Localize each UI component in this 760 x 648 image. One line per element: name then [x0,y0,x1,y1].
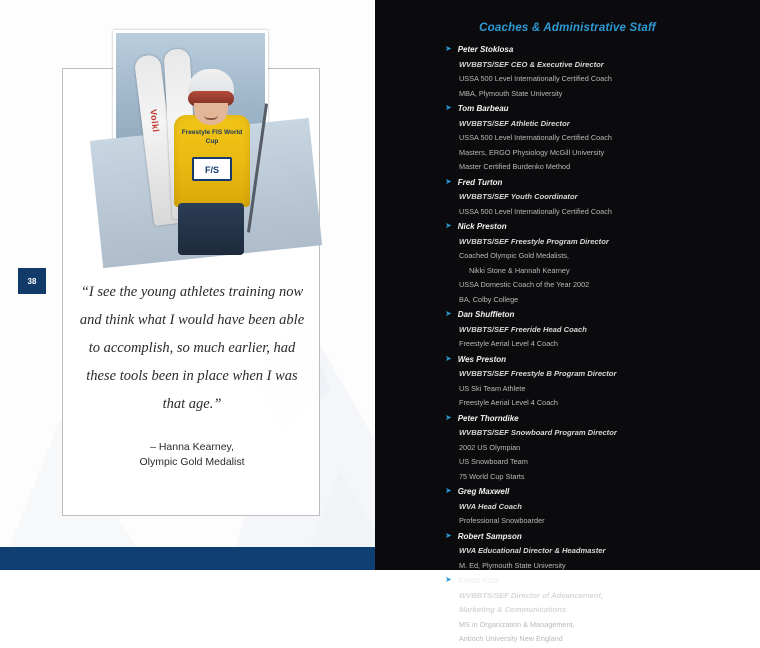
staff-entry [445,485,745,529]
staff-credential: Freestyle Aerial Level 4 Coach [459,398,558,407]
staff-credential: USSA 500 Level Internationally Certified Coach [459,206,612,216]
staff-role: WVBBTS/SEF Freestyle B Program Director [459,369,617,378]
left-page [0,0,375,570]
staff-name: Robert Sampson [457,531,522,541]
page-number: 38 [18,268,46,294]
staff-role: WVBBTS/SEF Snowboard Program Director [459,428,617,437]
staff-name: Wes Preston [457,354,507,364]
arrow-bullet-icon: ➤ [445,530,452,540]
staff-list [445,43,745,648]
staff-entry [445,308,745,352]
staff-name-row [445,220,745,235]
footer-bar [0,547,375,570]
staff-credential: 75 World Cup Starts [459,471,525,481]
staff-credential: Nikki Stone & Hannah Kearney [469,265,570,275]
staff-entry [445,412,745,485]
bib-label: F/S [204,165,219,175]
arrow-bullet-icon: ➤ [445,221,452,230]
staff-credential: MS in Organization & Management, [459,619,575,629]
staff-name-row [445,308,745,323]
ski-brand-label: Volkl [148,108,162,134]
staff-name: Krista Katz [457,576,500,585]
arrow-bullet-icon: ➤ [445,103,452,112]
staff-name-row [445,574,745,589]
arrow-bullet-icon: ➤ [445,353,452,363]
right-page [375,0,760,643]
pull-quote [74,278,310,470]
athlete-photo [113,30,268,250]
staff-credential: Masters, ERGO Physiology McGill University [459,147,605,157]
staff-credential: Coached Olympic Gold Medalists, [459,251,569,260]
staff-name: Fred Turton [457,177,503,187]
staff-credential: Master Certified Burdenko Method [459,162,571,171]
arrow-bullet-icon: ➤ [445,575,452,584]
staff-name: Peter Thorndike [457,413,519,423]
staff-entry [445,353,745,411]
staff-name: Peter Stoklosa [457,45,514,54]
staff-name-row [445,102,745,117]
staff-role: WVBBTS/SEF Freeride Head Coach [459,324,587,334]
staff-entry [445,102,745,175]
staff-name-row [445,176,745,191]
photo-pants [178,203,244,255]
staff-role: WVBBTS/SEF Director of Advancement, [459,590,604,600]
arrow-bullet-icon: ➤ [445,309,452,318]
staff-credential: Freestyle Aerial Level 4 Coach [459,339,558,348]
staff-role: WVBBTS/SEF CEO & Executive Director [459,59,604,69]
staff-entry [445,220,745,307]
staff-name-row [445,530,745,545]
staff-credential: BA, Colby College [459,294,519,304]
staff-credential: 2002 US Olympian [459,442,521,452]
staff-credential: US Ski Team Athlete [459,383,526,393]
staff-credential: USSA 500 Level Internationally Certified Coach [459,133,612,142]
staff-name: Greg Maxwell [457,487,510,496]
page-title: Coaches & Administrative Staff [479,22,656,34]
staff-entry [445,176,745,220]
staff-credential: Antioch University New England [459,634,563,643]
staff-entry [445,43,745,101]
staff-name: Nick Preston [457,222,507,231]
staff-credential: Professional Snowboarder [459,516,545,525]
staff-name: Dan Shuffleton [457,310,515,319]
staff-name-row [445,485,745,500]
staff-role: WVBBTS/SEF Athletic Director [459,118,570,128]
staff-entry [445,574,745,647]
staff-credential: MBA, Plymouth State University [459,88,563,98]
staff-credential: USSA 500 Level Internationally Certified Coach [459,74,612,83]
arrow-bullet-icon: ➤ [445,486,452,495]
staff-credential: M. Ed, Plymouth State University [459,560,566,570]
staff-credential: USSA Domestic Coach of the Year 2002 [459,280,590,289]
staff-name-row [445,412,745,427]
staff-name: Tom Barbeau [457,104,509,113]
staff-role: WVA Educational Director & Headmaster [459,546,606,555]
quote-text: “I see the young athletes training now and think what I would have been able to accomplish, so much earlier, had these tools been in place when I was that age.” [79,284,305,412]
quote-attribution-title: Olympic Gold Medalist [139,456,245,468]
staff-name-row [445,43,745,58]
staff-entry [445,530,745,574]
quote-attribution-name: – Hanna Kearney, [150,441,234,453]
staff-role: WVBBTS/SEF Freestyle Program Director [459,236,609,246]
staff-role-continued: Marketing & Communications [459,605,567,614]
arrow-bullet-icon: ➤ [445,44,452,53]
arrow-bullet-icon: ➤ [445,412,452,422]
staff-credential: US Snowboard Team [459,457,528,466]
staff-role: WVBBTS/SEF Youth Coordinator [459,192,578,201]
bib-header-text: Freestyle FIS World Cup [181,129,243,145]
arrow-bullet-icon: ➤ [445,176,452,186]
staff-role: WVA Head Coach [459,501,522,511]
bib-number-box [192,157,232,181]
staff-name-row [445,353,745,368]
quote-attribution [74,440,310,470]
